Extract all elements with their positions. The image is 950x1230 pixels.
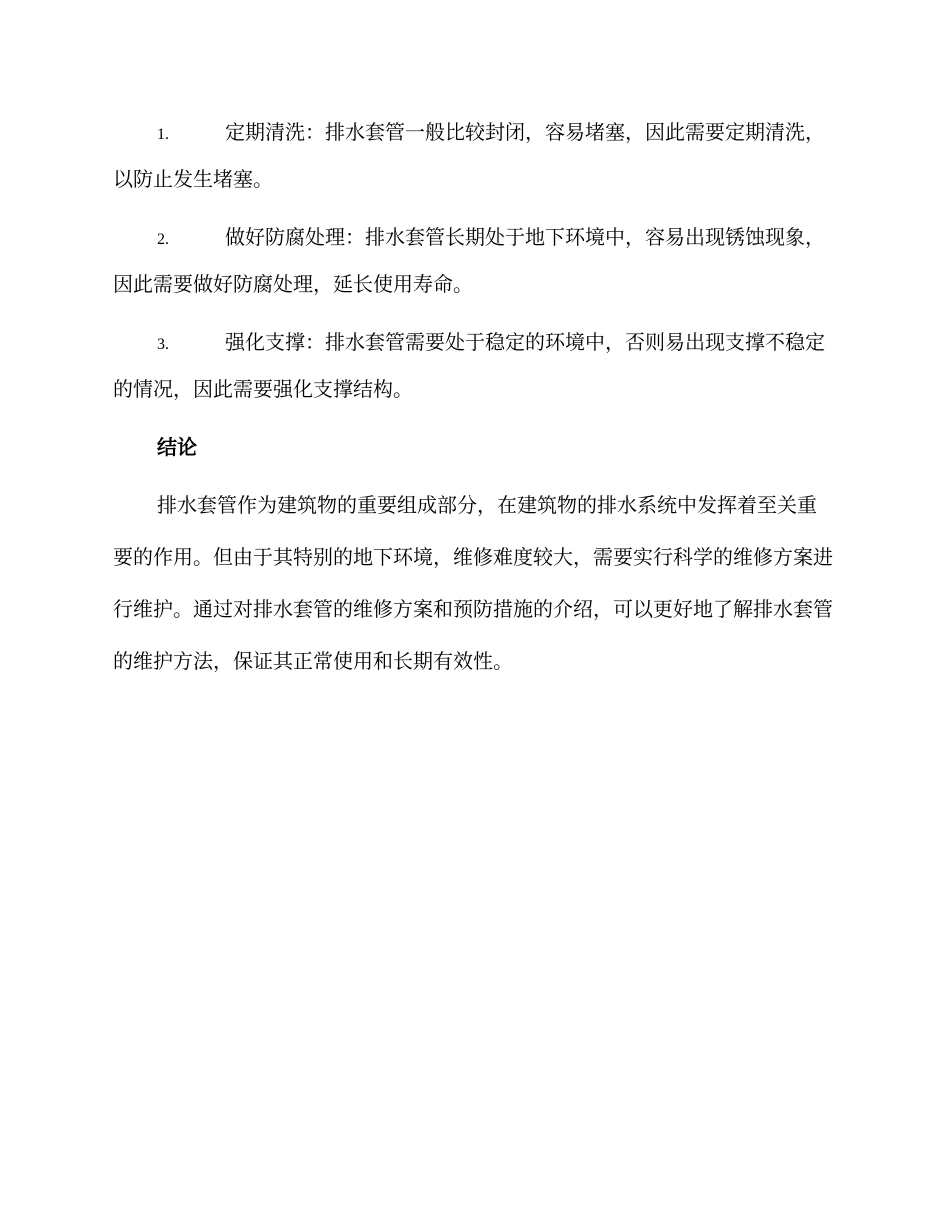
list-item	[113, 320, 833, 411]
list-item	[113, 215, 833, 306]
list-item-number: 1.	[157, 126, 169, 143]
list-item-text: 做好防腐处理：排水套管长期处于地下环境中，容易出现锈蚀现象，因此需要做好防腐处理，延长使用寿命。	[113, 225, 825, 296]
list-item	[113, 110, 833, 201]
list-item-number: 3.	[157, 336, 169, 353]
document-content	[113, 110, 833, 687]
conclusion-heading: 结论	[157, 435, 197, 459]
list-item-number: 2.	[157, 231, 169, 248]
list-item-text: 强化支撑：排水套管需要处于稳定的环境中，否则易出现支撑不稳定的情况，因此需要强化支撑结构。	[113, 330, 825, 401]
list-item-text: 定期清洗：排水套管一般比较封闭，容易堵塞，因此需要定期清洗，以防止发生堵塞。	[113, 120, 825, 191]
conclusion-paragraph: 排水套管作为建筑物的重要组成部分，在建筑物的排水系统中发挥着至关重要的作用。但由于其特别的地下环境，维修难度较大，需要实行科学的维修方案进行维护。通过对排水套管的维修方案和预防措施的介绍，可以更好地了解排水套管的维护方法，保证其正常使用和长期有效性。	[113, 493, 833, 673]
